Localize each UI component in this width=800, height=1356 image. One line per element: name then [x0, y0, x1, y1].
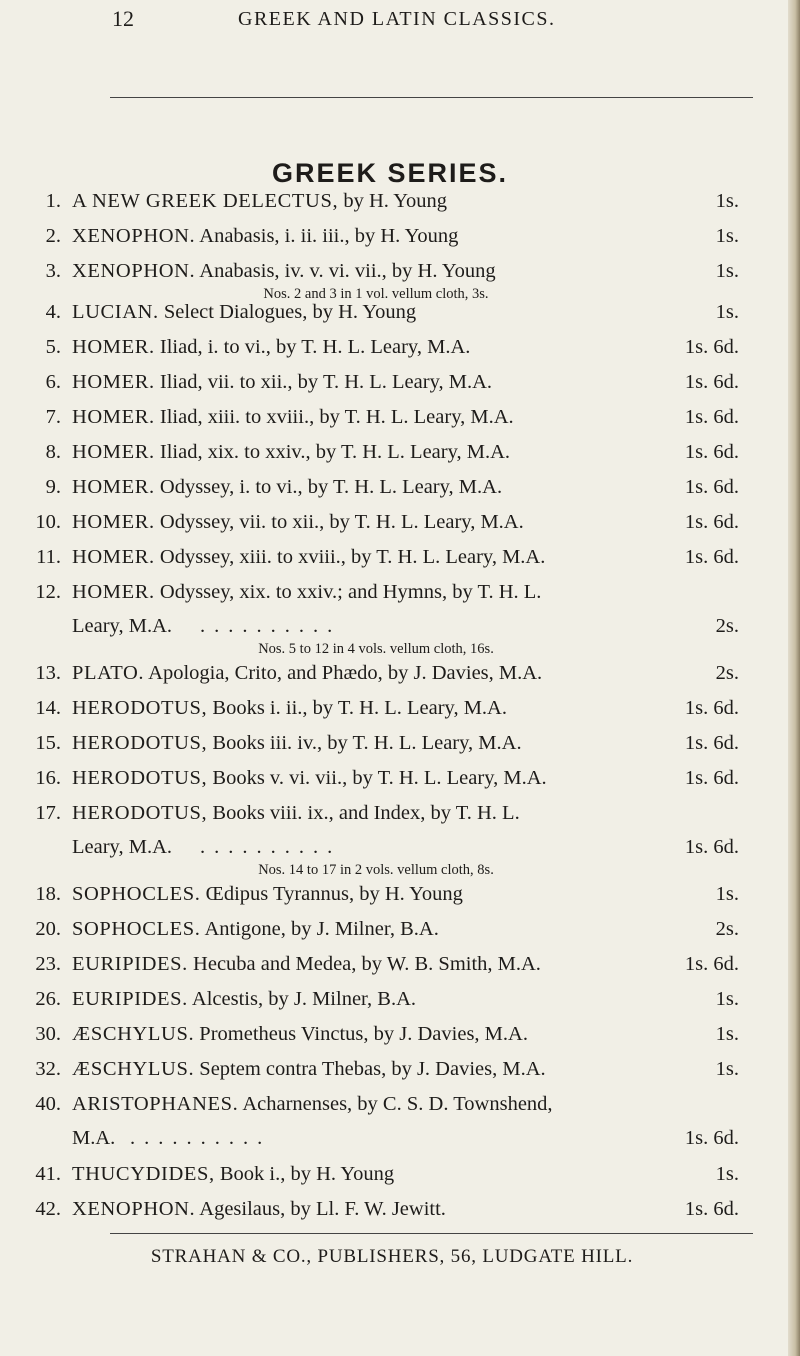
entry-author: HOMER. [72, 371, 155, 393]
entry-text [72, 767, 547, 790]
entry-price: 1s. 6d. [684, 476, 739, 498]
entry-price: 1s. 6d. [684, 441, 739, 463]
entry-price: 1s. 6d. [684, 836, 739, 858]
entry-description: Odyssey, xix. to xxiv.; and Hymns, by T. H. L. [159, 581, 542, 603]
catalogue-entry [0, 225, 800, 255]
entry-note: Nos. 5 to 12 in 4 vols. vellum cloth, 16s. [258, 641, 494, 657]
catalogue-entry [0, 953, 800, 983]
catalogue-entry [0, 441, 800, 471]
entry-number: 40. [35, 1093, 61, 1115]
entry-number: 20. [35, 918, 61, 940]
entry-text [72, 476, 502, 499]
entry-description: Hecuba and Medea, by W. B. Smith, M.A. [193, 953, 541, 975]
catalogue-entry [0, 988, 800, 1018]
entry-description: Alcestis, by J. Milner, B.A. [191, 988, 417, 1010]
entry-description: Antigone, by J. Milner, B.A. [204, 918, 439, 940]
entry-author: SOPHOCLES. [72, 883, 201, 905]
entry-text [72, 1093, 553, 1116]
entry-number: 41. [35, 1163, 61, 1185]
entry-number: 26. [35, 988, 61, 1010]
entry-text [72, 1058, 546, 1081]
catalogue-entry [0, 371, 800, 401]
entry-continuation: Leary, M.A. [72, 615, 172, 637]
catalogue-entry [0, 1023, 800, 1053]
entry-price: 1s. [715, 1023, 739, 1045]
entry-description: Apologia, Crito, and Phædo, by J. Davies, M.A. [148, 662, 543, 684]
entry-continuation: M.A. [72, 1127, 116, 1149]
catalogue-entry [0, 260, 800, 302]
entry-price: 1s. 6d. [684, 1127, 739, 1149]
catalogue-entry [0, 1093, 800, 1149]
entry-number: 17. [35, 802, 61, 824]
header-rule [110, 97, 753, 98]
entry-number: 15. [35, 732, 61, 754]
entry-price: 1s. 6d. [684, 406, 739, 428]
entry-text [72, 371, 492, 394]
entry-number: 4. [45, 301, 61, 323]
entry-text [72, 301, 416, 324]
entry-text [72, 662, 542, 685]
entry-description: Books v. vi. vii., by T. H. L. Leary, M.A. [212, 767, 547, 789]
entry-author: HOMER. [72, 406, 155, 428]
catalogue-entry [0, 1163, 800, 1193]
entry-text [72, 336, 470, 359]
entry-author: EURIPIDES. [72, 953, 188, 975]
entry-number: 32. [35, 1058, 61, 1080]
entry-author: HERODOTUS, [72, 697, 208, 719]
entry-price: 1s. [715, 225, 739, 247]
series-heading: GREEK SERIES. [271, 158, 509, 188]
entry-description: Odyssey, xiii. to xviii., by T. H. L. Leary, M.A. [159, 546, 546, 568]
catalogue-entry [0, 336, 800, 366]
entry-author: THUCYDIDES, [72, 1163, 215, 1185]
entry-text [72, 953, 541, 976]
entry-description: Acharnenses, by C. S. D. Townshend, [242, 1093, 553, 1115]
entry-text [72, 260, 496, 283]
catalogue-entry [0, 802, 800, 878]
entry-description: Odyssey, i. to vi., by T. H. L. Leary, M.A. [159, 476, 503, 498]
entry-description: Books iii. iv., by T. H. L. Leary, M.A. [212, 732, 522, 754]
entry-author: XENOPHON. [72, 1198, 196, 1220]
catalogue-entry [0, 301, 800, 331]
catalogue-entry [0, 511, 800, 541]
entry-author: PLATO. [72, 662, 145, 684]
entry-author: HOMER. [72, 441, 155, 463]
catalogue-entry [0, 767, 800, 797]
entry-author: HERODOTUS, [72, 802, 208, 824]
catalogue-entry [0, 1058, 800, 1088]
entry-number: 2. [45, 225, 61, 247]
entry-text [72, 190, 447, 213]
entry-price: 1s. [715, 1058, 739, 1080]
entry-price: 1s. 6d. [684, 371, 739, 393]
entry-description: Anabasis, i. ii. iii., by H. Young [199, 225, 459, 247]
entry-author: EURIPIDES. [72, 988, 188, 1010]
entry-number: 13. [35, 662, 61, 684]
catalogue-entry [0, 662, 800, 692]
entry-text [72, 1163, 394, 1186]
entry-author: LUCIAN. [72, 301, 159, 323]
entry-author: XENOPHON. [72, 225, 196, 247]
entry-author: HOMER. [72, 336, 155, 358]
catalogue-entry [0, 476, 800, 506]
entry-author: HERODOTUS, [72, 767, 208, 789]
entry-text [72, 918, 439, 941]
entry-price: 1s. 6d. [684, 336, 739, 358]
entry-author: XENOPHON. [72, 260, 196, 282]
entry-number: 23. [35, 953, 61, 975]
entry-text [72, 406, 514, 429]
entry-price: 1s. 6d. [684, 511, 739, 533]
entry-author: A NEW GREEK DELECTUS, [72, 190, 339, 212]
entry-description: Prometheus Vinctus, by J. Davies, M.A. [199, 1023, 528, 1045]
entry-author: HOMER. [72, 511, 155, 533]
entry-description: by H. Young [343, 190, 447, 212]
catalogue-entry [0, 697, 800, 727]
page-number: 12 [112, 6, 134, 31]
catalogue-entry [0, 546, 800, 576]
catalogue-entry [0, 732, 800, 762]
entry-description: Anabasis, iv. v. vi. vii., by H. Young [199, 260, 496, 282]
entry-number: 5. [45, 336, 61, 358]
dot-leaders: .......... [200, 836, 342, 858]
entry-price: 1s. [715, 301, 739, 323]
entry-number: 7. [45, 406, 61, 428]
entry-author: ÆSCHYLUS. [72, 1058, 195, 1080]
entry-number: 12. [35, 581, 61, 603]
entry-text [72, 546, 545, 569]
entry-text [72, 441, 510, 464]
entry-author: HERODOTUS, [72, 732, 208, 754]
entry-text [72, 1023, 528, 1046]
entry-price: 1s. 6d. [684, 1198, 739, 1220]
catalogue-entry [0, 406, 800, 436]
entry-price: 1s. 6d. [684, 953, 739, 975]
entry-text [72, 883, 463, 906]
entry-price: 1s. [715, 190, 739, 212]
entry-author: SOPHOCLES. [72, 918, 201, 940]
entry-description: Book i., by H. Young [219, 1163, 395, 1185]
entry-text [72, 697, 507, 720]
entry-text [72, 511, 524, 534]
entry-description: Septem contra Thebas, by J. Davies, M.A. [199, 1058, 546, 1080]
catalogue-entry [0, 918, 800, 948]
entry-description: Iliad, i. to vi., by T. H. L. Leary, M.A. [159, 336, 471, 358]
entry-description: Odyssey, vii. to xii., by T. H. L. Leary, M.A. [159, 511, 524, 533]
entry-author: HOMER. [72, 581, 155, 603]
dot-leaders: .......... [130, 1127, 272, 1149]
catalogue-entry [0, 581, 800, 657]
catalogue-entry [0, 190, 800, 220]
entry-price: 1s. [715, 883, 739, 905]
entry-price: 2s. [715, 918, 739, 940]
entry-author: ARISTOPHANES. [72, 1093, 239, 1115]
entry-description: Œdipus Tyrannus, by H. Young [205, 883, 463, 905]
entry-description: Iliad, vii. to xii., by T. H. L. Leary, M.A. [159, 371, 493, 393]
entry-price: 1s. 6d. [684, 732, 739, 754]
running-title: GREEK AND LATIN CLASSICS. [238, 8, 556, 30]
footer-rule [110, 1233, 753, 1234]
entry-continuation: Leary, M.A. [72, 836, 172, 858]
entry-number: 18. [35, 883, 61, 905]
entry-text [72, 732, 522, 755]
entry-number: 10. [35, 511, 61, 533]
entry-note: Nos. 2 and 3 in 1 vol. vellum cloth, 3s. [263, 286, 489, 302]
entry-author: HOMER. [72, 546, 155, 568]
entry-number: 6. [45, 371, 61, 393]
entry-number: 9. [45, 476, 61, 498]
entry-number: 30. [35, 1023, 61, 1045]
entry-number: 16. [35, 767, 61, 789]
entry-price: 1s. 6d. [684, 697, 739, 719]
entry-description: Books viii. ix., and Index, by T. H. L. [212, 802, 520, 824]
entry-price: 1s. 6d. [684, 767, 739, 789]
entry-price: 2s. [715, 615, 739, 637]
entry-number: 42. [35, 1198, 61, 1220]
entry-text [72, 581, 541, 604]
entry-author: ÆSCHYLUS. [72, 1023, 195, 1045]
entry-description: Iliad, xiii. to xviii., by T. H. L. Leary, M.A. [159, 406, 514, 428]
entry-price: 1s. [715, 1163, 739, 1185]
entry-note: Nos. 14 to 17 in 2 vols. vellum cloth, 8s. [258, 862, 494, 878]
entry-number: 1. [45, 190, 61, 212]
entry-price: 1s. [715, 988, 739, 1010]
catalogue-entry [0, 883, 800, 913]
entry-number: 14. [35, 697, 61, 719]
entry-price: 2s. [715, 662, 739, 684]
entry-text [72, 225, 458, 248]
entry-author: HOMER. [72, 476, 155, 498]
entry-description: Select Dialogues, by H. Young [163, 301, 417, 323]
entry-description: Iliad, xix. to xxiv., by T. H. L. Leary, M.A. [159, 441, 511, 463]
entry-number: 11. [36, 546, 61, 568]
entry-number: 3. [45, 260, 61, 282]
entry-description: Agesilaus, by Ll. F. W. Jewitt. [199, 1198, 446, 1220]
entry-description: Books i. ii., by T. H. L. Leary, M.A. [212, 697, 507, 719]
entry-number: 8. [45, 441, 61, 463]
entry-price: 1s. [715, 260, 739, 282]
entry-price: 1s. 6d. [684, 546, 739, 568]
catalogue-entry [0, 1198, 800, 1228]
page-header [0, 0, 800, 100]
dot-leaders: .......... [200, 615, 342, 637]
entry-text [72, 802, 520, 825]
entry-text [72, 988, 416, 1011]
publisher-footer: STRAHAN & CO., PUBLISHERS, 56, LUDGATE HILL. [150, 1246, 634, 1267]
entry-text [72, 1198, 446, 1221]
